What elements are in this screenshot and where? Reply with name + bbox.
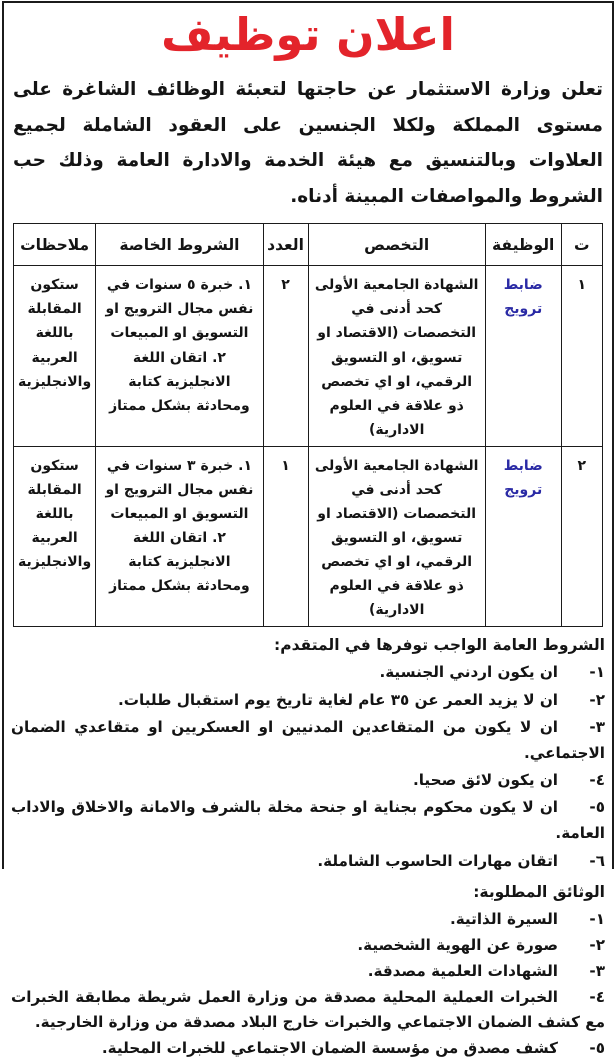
item-text: ان لا يكون من المتقاعدين المدنيين او العسكريين او متقاعدي الضمان الاجتماعي.	[11, 717, 605, 762]
header-special-conditions: الشروط الخاصة	[96, 224, 263, 266]
job-count: ١	[263, 446, 308, 627]
item-text: الشهادات العلمية مصدقة.	[367, 962, 558, 981]
table-row	[14, 446, 603, 627]
general-conditions-heading: الشروط العامة الواجب توفرها في المتقدم:	[274, 636, 605, 655]
job-title: ضابط ترويج	[485, 446, 561, 627]
list-item	[11, 795, 605, 847]
general-conditions-section	[11, 633, 605, 874]
condition-line: ١. خبرة ٥ سنوات في نفس مجال الترويج او التسويق او المبيعات	[105, 277, 254, 342]
list-item	[11, 768, 605, 794]
item-text: اتقان مهارات الحاسوب الشاملة.	[317, 851, 558, 870]
job-special-conditions	[96, 446, 263, 627]
list-item	[11, 1036, 605, 1061]
jobs-table	[13, 223, 603, 627]
item-text: ان لا يزيد العمر عن ٣٥ عام لغاية تاريخ يوم استقبال طلبات.	[117, 690, 558, 709]
job-title: ضابط ترويج	[485, 266, 561, 447]
item-text: كشف مصدق من مؤسسة الضمان الاجتماعي للخبرات المحلية.	[101, 1038, 558, 1057]
item-number: ٤-	[589, 771, 605, 790]
item-number: ٤-	[589, 988, 605, 1007]
condition-line: ١. خبرة ٣ سنوات في نفس مجال الترويج او التسويق او المبيعات	[105, 457, 254, 523]
condition-line: ٢. اتقان اللغة الانجليزية كتابة ومحادثة بشكل ممتاز	[109, 349, 250, 414]
item-number: ١-	[589, 663, 605, 682]
job-special-conditions	[96, 266, 263, 447]
intro-paragraph: تعلن وزارة الاستثمار عن حاجتها لتعبئة الوظائف الشاغرة على مستوى المملكة ولكلا الجنسين على العقود الشاملة لجميع العلاوات وبالتنسيق مع هيئة الخدمة والادارة العامة وذلك حب الشروط والمواصفات المبينة أدناه.	[13, 79, 603, 207]
item-number: ٣-	[589, 717, 605, 736]
required-documents-heading: الوثائق المطلوبة:	[473, 883, 605, 902]
table-row	[14, 266, 603, 447]
row-index: ٢	[561, 446, 602, 627]
job-specialization: الشهادة الجامعية الأولى كحد أدنى في التخصصات (الاقتصاد او تسويق، او التسويق الرقمي، او اي تخصص ذو علاقة في العلوم الادارية)	[308, 446, 485, 627]
list-item	[11, 985, 605, 1035]
list-item	[11, 849, 605, 875]
list-item	[11, 933, 605, 958]
item-number: ٢-	[589, 690, 605, 709]
row-index: ١	[561, 266, 602, 447]
ad-page	[2, 1, 614, 1057]
header-count: العدد	[263, 224, 308, 266]
item-text: ان يكون لائق صحيا.	[412, 771, 558, 790]
item-text: صورة عن الهوية الشخصية.	[357, 936, 558, 955]
job-notes: ستكون المقابلة باللغة العربية والانجليزية	[14, 446, 96, 627]
header-notes: ملاحظات	[14, 224, 96, 266]
item-number: ٥-	[589, 1038, 605, 1057]
required-documents-section	[11, 880, 605, 1060]
header-index: ت	[561, 224, 602, 266]
list-item	[11, 688, 605, 714]
header-specialization: التخصص	[308, 224, 485, 266]
item-number: ٢-	[589, 936, 605, 955]
item-text: ان يكون اردني الجنسية.	[379, 663, 558, 682]
item-number: ١-	[589, 910, 605, 929]
item-text: الخبرات العملية المحلية مصدقة من وزارة العمل شريطة مطابقة الخبرات مع كشف الضمان الاجتماعي والخبرات خارج البلاد مصدقة من وزارة الخارجية.	[11, 988, 605, 1031]
item-number: ٣-	[589, 962, 605, 981]
item-number: ٥-	[589, 798, 605, 817]
ad-title: اعلان توظيف	[161, 8, 455, 61]
list-item	[11, 907, 605, 932]
item-text: السيرة الذاتية.	[449, 910, 558, 929]
job-specialization: الشهادة الجامعية الأولى كحد أدنى في التخصصات (الاقتصاد او تسويق، او التسويق الرقمي، او اي تخصص ذو علاقة في العلوم الادارية)	[308, 266, 485, 447]
condition-line: ٢. اتقان اللغة الانجليزية كتابة ومحادثة بشكل ممتاز	[109, 530, 250, 595]
header-job: الوظيفة	[485, 224, 561, 266]
table-header-row	[14, 224, 603, 266]
list-item	[11, 959, 605, 984]
job-notes: ستكون المقابلة باللغة العربية والانجليزية	[14, 266, 96, 447]
item-text: ان لا يكون محكوم بجناية او جنحة مخلة بالشرف والامانة والاخلاق والاداب العامة.	[11, 798, 605, 843]
item-number: ٦-	[589, 851, 605, 870]
list-item	[11, 660, 605, 686]
job-count: ٢	[263, 266, 308, 447]
list-item	[11, 715, 605, 767]
